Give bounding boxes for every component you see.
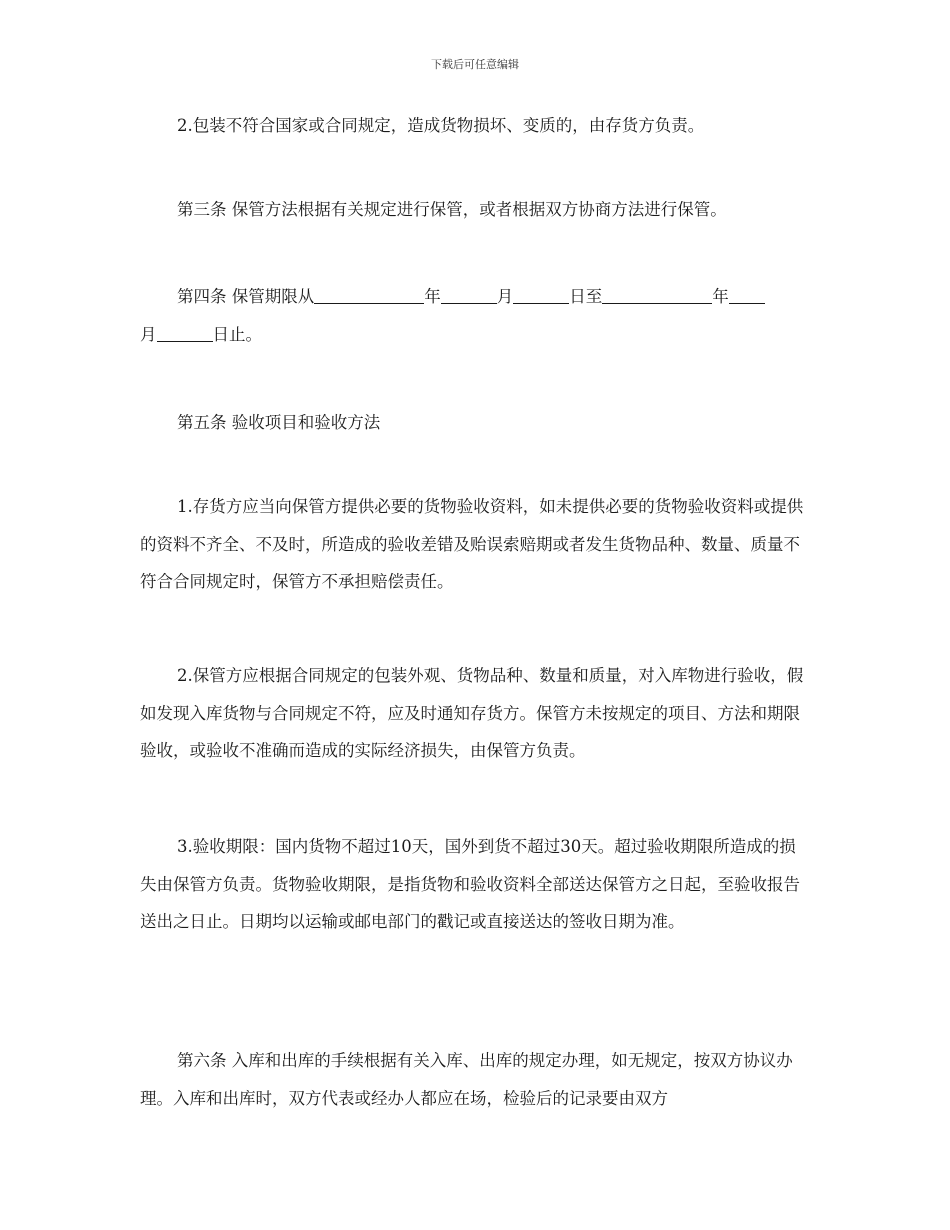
day-to-label: 日至 [569, 287, 603, 306]
paragraph-text: 2.保管方应根据合同规定的包装外观、货物品种、数量和质量，对入库物进行验收，假如发现入库货物与合同规定不符，应及时通知存货方。保管方未按规定的项目、方法和期限验收，或验收不准确而造成的实际经济损失，由保管方负责。 [140, 666, 804, 760]
paragraph-text: 2.包装不符合国家或合同规定，造成货物损坏、变质的，由存货方负责。 [177, 116, 705, 135]
month-label: 月 [140, 324, 157, 344]
year-label: 年 [712, 287, 729, 306]
blank-month-from[interactable] [441, 285, 497, 304]
blank-month-to-a[interactable] [729, 285, 765, 304]
paragraph-text: 第三条 保管方法根据有关规定进行保管，或者根据双方协商方法进行保管。 [177, 200, 727, 219]
paragraph-text: 1.存货方应当向保管方提供必要的货物验收资料，如未提供必要的货物验收资料或提供的资料不齐全、不及时，所造成的验收差错及贻误索赔期或者发生货物品种、数量、质量不符合合同规定时，保管方不承担赔偿责任。 [140, 497, 804, 591]
paragraph-text: 第五条 验收项目和验收方法 [177, 413, 381, 432]
page-header-note: 下载后可任意编辑 [431, 58, 519, 71]
paragraph-inspection-1 [140, 488, 812, 601]
paragraph-packaging [140, 107, 812, 145]
paragraph-article-6 [140, 1042, 812, 1117]
article-4-prefix: 第四条 保管期限从 [177, 287, 315, 306]
blank-year-to[interactable] [602, 285, 712, 304]
blank-day-from[interactable] [513, 285, 569, 304]
paragraph-article-3 [140, 191, 812, 229]
year-label: 年 [424, 287, 441, 306]
paragraph-article-4 [140, 278, 812, 353]
month-label: 月 [496, 287, 514, 306]
blank-day-to[interactable] [157, 323, 213, 342]
day-end-label: 日止。 [212, 324, 262, 344]
paragraph-article-5-heading [140, 404, 812, 442]
paragraph-inspection-3 [140, 828, 812, 941]
blank-year-from[interactable] [314, 285, 424, 304]
paragraph-inspection-2 [140, 657, 812, 770]
paragraph-text: 3.验收期限：国内货物不超过10天，国外到货不超过30天。超过验收期限所造成的损失由保管方负责。货物验收期限，是指货物和验收资料全部送达保管方之日起，至验收报告送出之日止。日期均以运输或邮电部门的戳记或直接送达的签收日期为准。 [140, 837, 800, 931]
paragraph-text: 第六条 入库和出库的手续根据有关入库、出库的规定办理，如无规定，按双方协议办理。入库和出库时，双方代表或经办人都应在场，检验后的记录要由双方 [140, 1051, 793, 1108]
